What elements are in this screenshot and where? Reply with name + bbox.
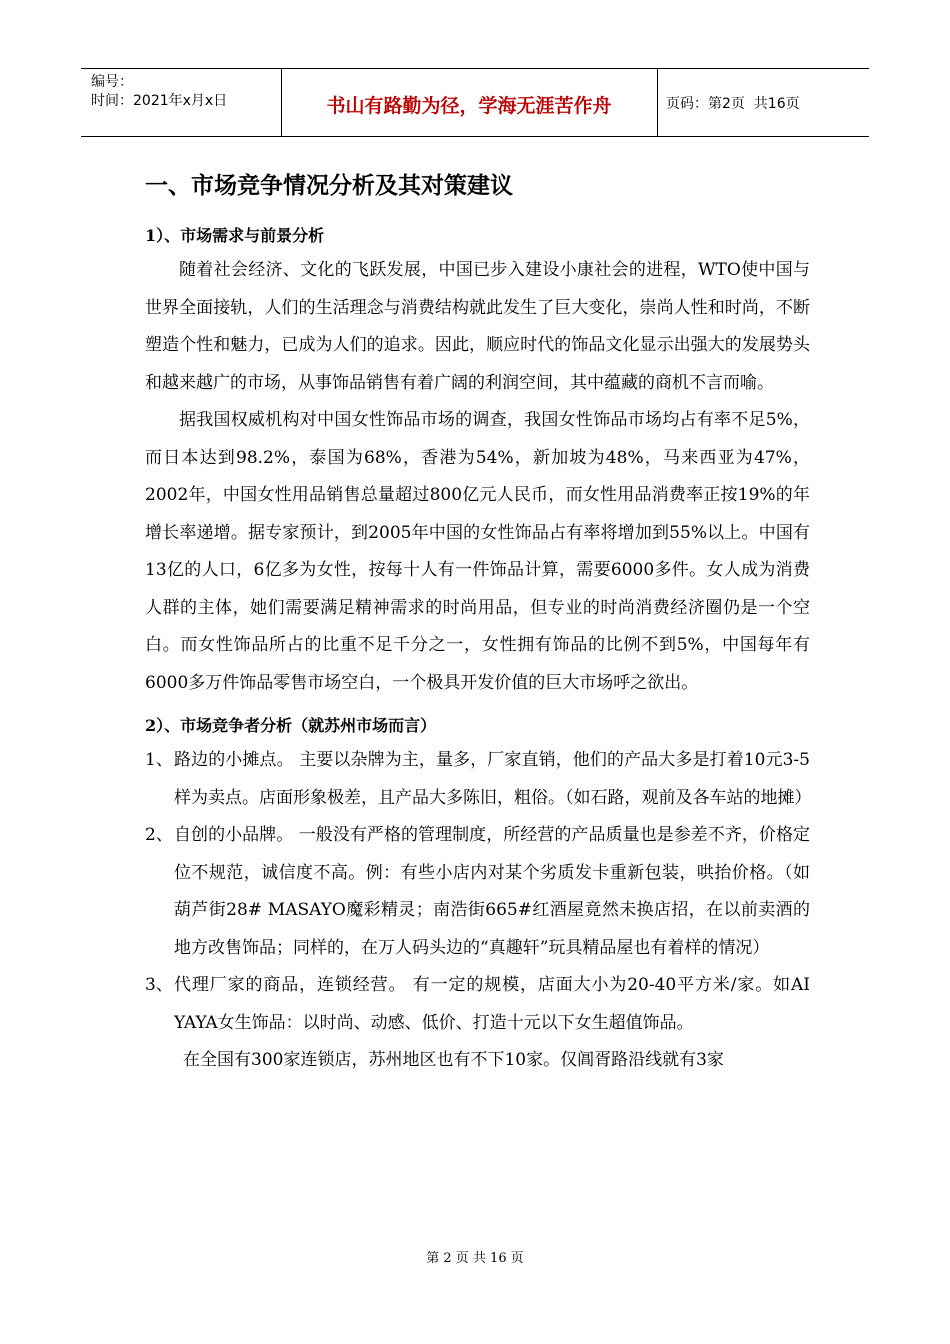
subsection-heading-1: 1）、市场需求与前景分析: [145, 226, 325, 245]
list-text: 路边的小摊点。 主要以杂牌为主，量多，厂家直销，他们的产品大多是打着10元3-5样为卖点。店面形象极差，且产品大多陈旧，粗俗。（如石路，观前及各车站的地摊）: [174, 750, 812, 808]
subsection-heading-2: 2）、市场竞争者分析（就苏州市场而言）: [145, 716, 437, 735]
list-item: [145, 742, 810, 817]
motto: 书山有路勤为径，学海无涯苦作舟: [326, 95, 612, 117]
header-table: [81, 68, 869, 137]
page-footer: 第 2 页 共 16 页: [426, 1251, 524, 1266]
list-number: 2、: [145, 825, 173, 845]
list-text: 自创的小品牌。 一般没有严格的管理制度，所经营的产品质量也是参差不齐，价格定位不规范，诚信度不高。例：有些小店内对某个劣质发卡重新包装，哄抬价格。（如葫芦街28# MASAYO魔彩精灵；南浩街665#红酒屋竟然未换店招，在以前卖酒的地方改售饰品；同样的，在万人码头边的“真趣轩”玩具精品屋也有着样的情况）: [174, 825, 810, 958]
header-motto-cell: [281, 69, 658, 136]
continuation-text: 在全国有300家连锁店，苏州地区也有不下10家。仅阊胥路沿线就有3家: [183, 1050, 724, 1070]
paragraph: 据我国权威机构对中国女性饰品市场的调查，我国女性饰品市场均占有率不足5%，而日本达到98.2%，泰国为68%，香港为54%，新加坡为48%，马来西亚为47%，2002年，中国女性用品销售总量超过800亿元人民币，而女性用品消费率正按19%的年增长率递增。据专家预计，到2005年中国的女性饰品占有率将增加到55%以上。中国有13亿的人口，6亿多为女性，按每十人有一件饰品计算，需要6000多件。女人成为消费人群的主体，她们需要满足精神需求的时尚用品，但专业的时尚消费经济圈仍是一个空白。而女性饰品所占的比重不足千分之一，女性拥有饰品的比例不到5%，中国每年有6000多万件饰品零售市场空白，一个极具开发价值的巨大市场呼之欲出。: [145, 410, 810, 693]
list-item: [145, 967, 810, 1042]
number-label: 编号：: [91, 74, 133, 90]
list-number: 1、: [145, 750, 173, 770]
list-number: 3、: [145, 975, 173, 995]
header-left-cell: [81, 69, 282, 136]
paragraph: 随着社会经济、文化的飞跃发展，中国已步入建设小康社会的进程，WTO使中国与世界全面接轨，人们的生活理念与消费结构就此发生了巨大变化，崇尚人性和时尚，不断塑造个性和魅力，已成为人们的追求。因此，顺应时代的饰品文化显示出强大的发展势头和越来越广的市场，从事饰品销售有着广阔的利润空间，其中蕴藏的商机不言而喻。: [145, 260, 810, 393]
list-item: [145, 817, 810, 967]
time-label: 时间：2021年x月x日: [91, 93, 228, 109]
list-text: 代理厂家的商品，连锁经营。 有一定的规模，店面大小为20-40平方米/家。如AI YAYA女生饰品：以时尚、动感、低价、打造十元以下女生超值饰品。: [174, 975, 810, 1033]
header-right-cell: [658, 69, 869, 136]
document-body: [145, 168, 810, 1080]
section-title: 一、市场竞争情况分析及其对策建议: [145, 173, 513, 199]
page-info: 页码：第2页 共16页: [666, 96, 800, 112]
